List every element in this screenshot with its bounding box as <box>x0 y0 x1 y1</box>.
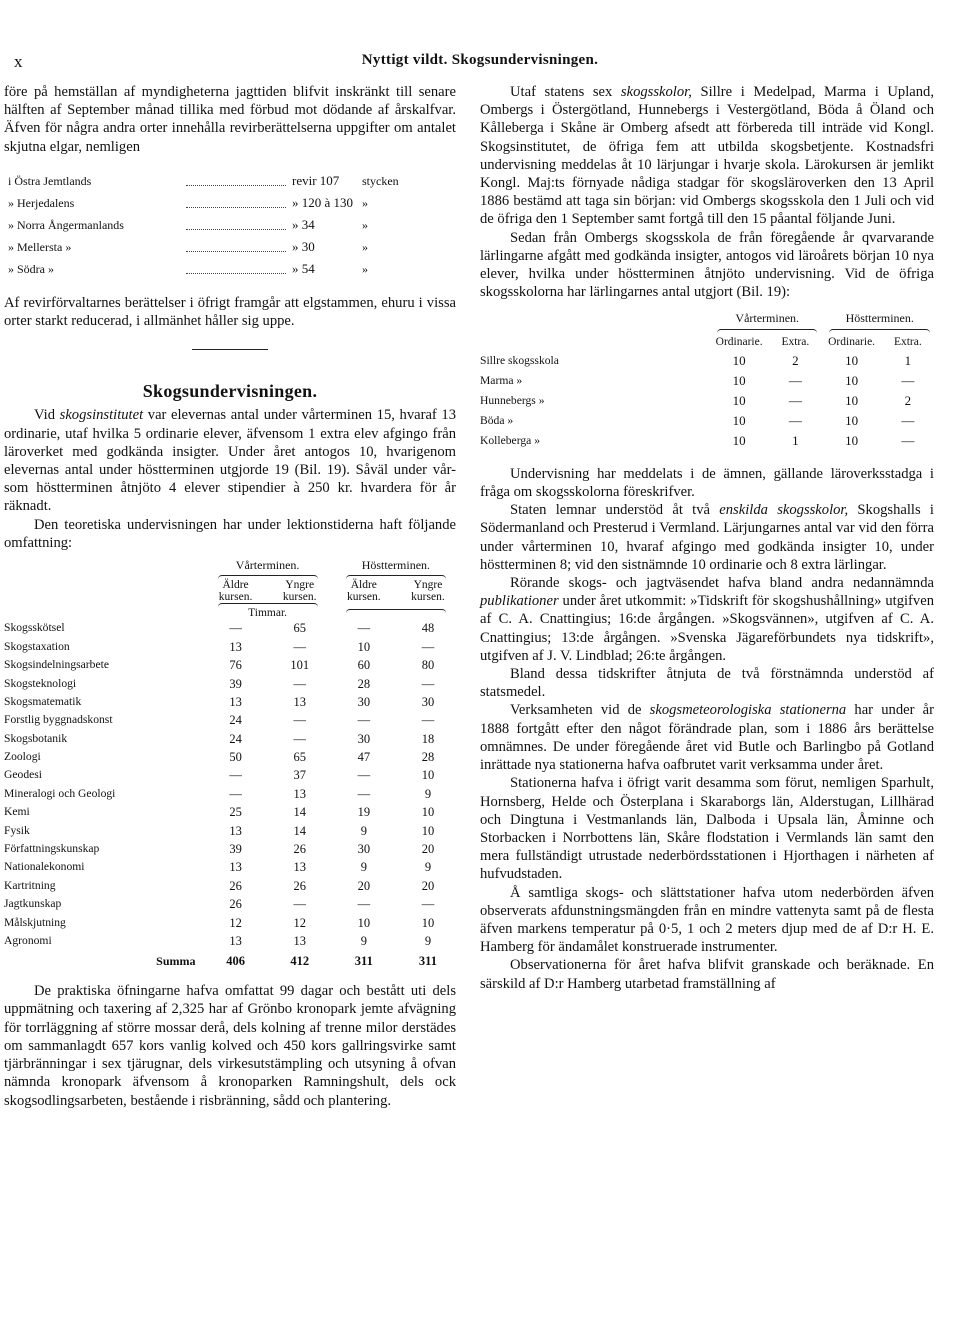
school-students-table <box>480 309 936 450</box>
hours-cell: 14 <box>293 805 306 820</box>
right-paragraph-10: Observationerna för året hafva blifvit granskade och beräknade. En särskild af D:r Hamberg utarbetad framställning af <box>480 957 934 992</box>
page-number: x <box>14 52 23 71</box>
course-name: Skogsskötsel <box>4 621 65 635</box>
school-name: Hunnebergs » <box>480 393 545 407</box>
left-paragraph-1: före på hemställan af myndigheterna jagttiden blifvit inskränkt till senare hälften af September månad tillika med förbud mot dödande af årskalfvar. Äfven för några andra orter innehålla revirberättelserna uppgifter om antalet skjutna elgar, nemligen <box>4 84 456 155</box>
table-row <box>480 391 936 411</box>
table-subheader-row <box>4 579 460 603</box>
course-name: Agronomi <box>4 933 52 947</box>
school-name: Marma » <box>480 373 523 387</box>
sub-younger: Yngre <box>413 579 443 592</box>
sum-cell: 412 <box>290 954 310 969</box>
hours-cell: 9 <box>424 933 432 948</box>
hours-cell: 30 <box>357 731 371 746</box>
count-cell: 2 <box>904 392 912 408</box>
revir-list <box>4 170 456 280</box>
revir-prefix: revir <box>292 172 317 188</box>
hours-cell: 12 <box>293 915 306 930</box>
count-cell: 10 <box>732 352 746 368</box>
course-name: Kartritning <box>4 878 56 892</box>
table-row <box>4 638 460 656</box>
revir-row <box>4 192 456 214</box>
count-cell: 10 <box>845 432 859 448</box>
sub-course: kursen. <box>347 591 381 604</box>
right-column <box>480 83 934 993</box>
course-rows <box>4 619 460 950</box>
hours-cell: 28 <box>421 750 435 765</box>
table-row <box>4 877 460 895</box>
table-row <box>4 840 460 858</box>
revir-value: 54 <box>301 260 315 276</box>
sub-older: Äldre <box>222 579 249 592</box>
revir-value: 120 à 130 <box>301 194 354 210</box>
table-header-row <box>480 309 936 332</box>
sub-younger: Yngre <box>285 579 315 592</box>
course-name: Fysik <box>4 823 30 837</box>
sum-cell: 406 <box>226 954 245 969</box>
hours-cell: 26 <box>293 878 306 893</box>
hours-cell: 47 <box>357 750 371 765</box>
count-cell: 2 <box>792 352 799 368</box>
hours-cell: 18 <box>421 731 435 746</box>
count-cell: — <box>901 372 915 388</box>
hours-cell: 9 <box>424 860 432 875</box>
hours-cell: 10 <box>421 805 435 820</box>
hours-cell: 48 <box>421 621 435 636</box>
hours-cell: 13 <box>229 933 242 948</box>
count-cell: 10 <box>845 352 859 368</box>
hours-cell: 19 <box>357 805 371 820</box>
hours-cell: 9 <box>360 823 367 838</box>
hours-cell: — <box>293 897 306 912</box>
revir-prefix: » <box>292 260 299 276</box>
hours-cell: 9 <box>360 860 367 875</box>
hours-cell: 25 <box>229 805 242 820</box>
hours-cell: 80 <box>421 658 435 673</box>
sub-course: kursen. <box>218 591 253 604</box>
table-row <box>480 351 936 371</box>
emphasis-enskilda: enskilda skogsskolor, <box>719 502 849 519</box>
count-cell: 10 <box>732 432 746 448</box>
left-paragraph-4: Den teoretiska undervisningen har under lektionstiderna haft följande omfattning: <box>4 516 456 551</box>
hours-cell: 20 <box>357 878 371 893</box>
hours-cell: — <box>293 713 306 728</box>
revir-unit: » <box>362 195 368 210</box>
hours-cell: — <box>357 897 371 912</box>
hours-cell: 60 <box>357 658 371 673</box>
left-paragraph-2: Af revirförvaltarnes berättelser i öfrigt framgår att elgstammen, ehuru i vissa orter starkt reducerad, i allmänhet håller sig uppe. <box>4 294 456 330</box>
section-divider <box>192 349 268 350</box>
course-name: Skogsindelningsarbete <box>4 658 109 672</box>
revir-name: » Norra Ångermanlands <box>8 217 124 232</box>
hours-cell: — <box>229 786 242 801</box>
sum-cell: 311 <box>354 954 373 969</box>
table-row <box>4 914 460 932</box>
revir-name: i Östra Jemtlands <box>8 173 92 188</box>
hours-cell: 39 <box>229 842 242 857</box>
leader-dots <box>186 263 286 274</box>
hours-cell: 76 <box>229 658 242 673</box>
header-autumn: Höstterminen. <box>823 309 936 332</box>
revir-name: » Södra » <box>8 261 54 276</box>
hours-cell: 10 <box>357 915 371 930</box>
leader-dots <box>186 241 286 252</box>
hours-cell: 65 <box>293 621 306 636</box>
table-row <box>4 748 460 766</box>
header-spring: Vårterminen. <box>204 556 332 579</box>
count-cell: 10 <box>845 372 859 388</box>
hours-cell: 14 <box>293 823 306 838</box>
course-name: Mineralogi och Geologi <box>4 786 116 800</box>
sub-extra: Extra. <box>781 335 810 348</box>
table-subheader-row <box>480 333 936 351</box>
left-paragraph-5: De praktiska öfningarne hafva omfattat 99 dagar och bestått uti dels uppmätning och taxering af 2,325 har af Grönbo kronopark jemte afvägning för torrläggning af större mossar derå, dels kolning af trenne milor derstädes om sammanlagdt 657 kors vanlig kolved och 450 kors gallringsvirke samt tjärbränningar i sex tjärugnar, dels virkesutstämpling och utsyning å ofvan nämnda kronopark äfvensom å kronoparken Ramningshult, dels ock skogsodlingsarbeten, bestående i risbränning, sådd och plantering. <box>4 983 456 1109</box>
hours-cell: 10 <box>421 915 435 930</box>
course-name: Zoologi <box>4 750 41 764</box>
hours-cell: — <box>357 786 371 801</box>
right-paragraph-3: Undervisning har meddelats i de ämnen, gällande läroverksstadga i fråga om skogsskolorna föreskrifver. <box>480 465 934 501</box>
table-row <box>4 785 460 803</box>
right-paragraph-2: Sedan från Ombergs skogsskola de från föregående år qvarvarande lärlingarne afgått med godkända insigter, antogos vid läroårets början 10 nya elever, hvilka under höstterminen åtnjöto undervisning. Vid de öfriga skogsskolorna har lärlingarnes antal utgjort (Bil. 19): <box>480 229 934 301</box>
table-row <box>4 711 460 729</box>
count-cell: 1 <box>792 432 799 448</box>
hours-cell: — <box>421 897 435 912</box>
left-paragraph-3: Vid skogsinstitutet var elevernas antal under vårterminen 15, hvaraf 13 ordinarie, utaf hvilka 5 ordinarie elever, äfvensom 1 extra elev afgingo från läroverket med godkända insigter. Under året antogos 10, hvarigenom elevernas antal under höstterminen utgjorde 19 (Bil. 19). Såväl under vår- som höstterminen åtnjöto 4 elever stipendier à 250 kr. hvardera för år räknadt. <box>4 407 456 515</box>
sub-course: kursen. <box>411 591 445 604</box>
hours-cell: 28 <box>357 676 371 691</box>
hours-cell: 26 <box>229 878 242 893</box>
header-autumn: Höstterminen. <box>332 556 460 579</box>
hours-cell: — <box>229 768 242 783</box>
hours-cell: 13 <box>293 694 306 709</box>
sub-ordinary: Ordinarie. <box>828 335 876 348</box>
hours-cell: 13 <box>229 694 242 709</box>
hours-cell: — <box>293 639 306 654</box>
revir-value: 30 <box>301 238 315 254</box>
hours-cell: — <box>357 621 371 636</box>
revir-prefix: » <box>292 216 299 232</box>
right-paragraph-6: Bland dessa tidskrifter åtnjuta de två förstnämnda understöd af statsmedel. <box>480 666 934 701</box>
revir-value: 107 <box>319 172 340 188</box>
hours-cell: 20 <box>421 842 435 857</box>
course-name: Skogsteknologi <box>4 676 77 690</box>
emphasis-publikationer: publikationer <box>480 593 559 610</box>
emphasis-stationerna: skogsmeteorologiska stationerna <box>649 702 847 719</box>
right-paragraph-1: Utaf statens sex skogsskolor, Sillre i Medelpad, Marma i Upland, Ombergs i Östergötland, Hunnebergs i Vestergötland, Böda å Öland och Kålleberga i Skåne är Omberg afsedt att förbereda till inträde vid Kongl. Skogsinstitutet, de öfriga fem att utbilda skogsbetjente. Kostnadsfri undervisning meddelas åt 10 lärjungar i hvarje skola. Lärokursen är jemlikt Kongl. Maj:ts förnyade nådiga stadgar för skogsläroverken den 13 April 1886 bestämd att taga sin början: vid Ombergs skogsskola den 1 Juli och vid de öfriga den 1 September samt fortgå till den 15 påantal följande Juni. <box>480 84 934 228</box>
hours-cell: 30 <box>357 694 371 709</box>
table-row <box>4 932 460 950</box>
hours-cell: 101 <box>290 658 310 673</box>
table-header-row <box>4 556 460 579</box>
sub-extra: Extra. <box>893 335 922 348</box>
hours-cell: 13 <box>293 933 306 948</box>
course-name: Skogsbotanik <box>4 731 68 745</box>
revir-row <box>4 214 456 236</box>
school-name: Kolleberga » <box>480 433 540 447</box>
course-name: Kemi <box>4 805 30 819</box>
hours-cell: — <box>357 713 371 728</box>
count-cell: — <box>788 392 802 408</box>
header-spring: Vårterminen. <box>711 309 823 332</box>
table-row <box>4 674 460 692</box>
right-paragraph-7: Verksamheten vid de skogsmeteorologiska stationerna har under år 1888 fortgått efter den något förändrade plan, som i 1886 års berättelse omnämnes. De under föregående året vid Butle och Barlingbo på Gotland inrättade nya stationerna hafva oafbrutet varit verksamma under året. <box>480 702 934 774</box>
course-name: Författningskunskap <box>4 842 100 856</box>
hours-cell: 13 <box>229 860 242 875</box>
sub-older: Äldre <box>350 579 377 592</box>
revir-unit: stycken <box>362 173 399 188</box>
hours-cell: 37 <box>293 768 306 783</box>
course-name: Forstlig byggnadskonst <box>4 713 113 727</box>
running-header: Nyttigt vildt. Skogsundervisningen. <box>361 52 599 68</box>
hours-cell: — <box>357 768 371 783</box>
school-name: Böda » <box>480 413 514 427</box>
revir-unit: » <box>362 261 368 276</box>
count-cell: — <box>901 432 915 448</box>
hours-cell: 30 <box>357 842 371 857</box>
leader-dots <box>186 175 286 186</box>
revir-name: » Mellersta » <box>8 239 72 254</box>
hours-cell: 13 <box>293 860 306 875</box>
emphasis-skogsinstitutet: skogsinstitutet <box>59 407 144 424</box>
hours-cell: 26 <box>293 842 306 857</box>
revir-prefix: » <box>292 194 299 210</box>
hours-cell: 9 <box>360 933 367 948</box>
course-name: Geodesi <box>4 768 42 782</box>
revir-row <box>4 236 456 258</box>
section-title: Skogsundervisningen. <box>142 381 318 402</box>
right-paragraph-8: Stationerna hafva i öfrigt varit desamma som förut, nemligen Sparhult, Hornsberg, Helde och Österplana i Skaraborgs län, Alderstugan, Lillhärad och Dingtuna i Vestmanlands län, Dalboda i Upsala län, Åminne och Storbacken i Norrbottens län, Skåre flodstation i Vermlands län samt den mera fullständigt utrustade nederbördsstationen i Hjorthagen i närheten af hufvudstaden. <box>480 775 934 883</box>
revir-prefix: » <box>292 238 299 254</box>
sub-ordinary: Ordinarie. <box>715 335 763 348</box>
table-row <box>4 822 460 840</box>
count-cell: 1 <box>904 352 912 368</box>
hours-cell: 13 <box>229 639 242 654</box>
table-row <box>4 895 460 913</box>
revir-value: 34 <box>301 216 315 232</box>
count-cell: — <box>901 412 915 428</box>
revir-row <box>4 258 456 280</box>
right-paragraph-9: Å samtliga skogs- och slättstationer hafva utom nederbörden äfven observerats afdunstningsmängden från en mindre vattenyta samt på de flesta äfven markens temperatur på 0·5, 1 och 2 meters djup med de af D:r H. E. Hamberg för ändamålet konstruerade instrumenter. <box>480 884 934 956</box>
leader-dots <box>186 197 286 208</box>
course-name: Skogsmatematik <box>4 694 82 708</box>
school-rows <box>480 351 936 451</box>
right-paragraph-4: Staten lemnar understöd åt två enskilda skogsskolor, Skogshalls i Södermanland och Presterud i Vermland. Lärjungarnes antal var vid den förra under vårterminen 10, hvaraf afgingo med godkända insigter 10, under höstterminen 8; vid den sistnämnde 10 ordinarie och 8 extra lärlingar. <box>480 502 934 573</box>
hours-cell: 24 <box>229 713 242 728</box>
sub-hours: Timmar. <box>248 607 288 620</box>
leader-dots <box>186 219 286 230</box>
course-hours-table <box>4 556 460 972</box>
hours-cell: — <box>293 676 306 691</box>
table-row <box>4 730 460 748</box>
hours-cell: 13 <box>293 786 306 801</box>
table-row <box>480 411 936 431</box>
hours-cell: 12 <box>229 915 242 930</box>
sum-cell: 311 <box>418 954 437 969</box>
hours-cell: 10 <box>421 823 435 838</box>
course-name: Målskjutning <box>4 915 66 929</box>
hours-cell: — <box>293 731 306 746</box>
hours-cell: 39 <box>229 676 242 691</box>
school-name: Sillre skogsskola <box>480 353 559 367</box>
hours-cell: — <box>229 621 242 636</box>
table-hours-row <box>4 603 460 619</box>
table-row <box>480 371 936 391</box>
count-cell: 10 <box>845 392 859 408</box>
table-row <box>4 766 460 784</box>
left-column <box>4 83 456 1110</box>
table-row <box>4 693 460 711</box>
hours-cell: 10 <box>421 768 435 783</box>
count-cell: 10 <box>845 412 859 428</box>
count-cell: 10 <box>732 412 746 428</box>
hours-cell: — <box>421 713 435 728</box>
table-row <box>4 803 460 821</box>
revir-unit: » <box>362 217 368 232</box>
sum-label: Summa <box>156 954 196 969</box>
hours-cell: 9 <box>424 786 432 801</box>
revir-row <box>4 170 456 192</box>
course-name: Jagtkunskap <box>4 897 62 911</box>
count-cell: — <box>788 412 802 428</box>
table-row <box>4 656 460 674</box>
revir-name: » Herjedalens <box>8 195 75 210</box>
count-cell: 10 <box>732 392 746 408</box>
table-row <box>4 619 460 637</box>
hours-cell: — <box>421 639 435 654</box>
right-paragraph-5: Rörande skogs- och jagtväsendet hafva bland andra nedannämnda publikationer under året utkommit: »Tidskrift för skogshushållning» utgifven af C. A. Cnattingius; 16:de årgången. »Skogsvännen», utgifven af C. A. Cnattingius; 13:de årgången. »Svenska Jägareförbundets nya tidskrift», utgifven af J. V. Lindblad; 26:te årgången. <box>480 575 934 664</box>
table-row <box>4 858 460 876</box>
count-cell: 10 <box>732 372 746 388</box>
revir-unit: » <box>362 239 368 254</box>
hours-cell: 26 <box>229 897 242 912</box>
hours-cell: 10 <box>357 639 371 654</box>
hours-cell: 13 <box>229 823 242 838</box>
course-name: Nationalekonomi <box>4 860 85 874</box>
hours-cell: 30 <box>421 694 435 709</box>
emphasis-skogsskolor: skogsskolor, <box>620 84 692 100</box>
course-name: Skogstaxation <box>4 639 70 653</box>
hours-cell: 20 <box>421 878 435 893</box>
table-row <box>480 431 936 451</box>
sub-course: kursen. <box>282 591 317 604</box>
hours-cell: 50 <box>229 750 242 765</box>
count-cell: — <box>788 372 802 388</box>
hours-cell: 65 <box>293 750 306 765</box>
sum-row <box>4 950 460 972</box>
hours-cell: — <box>421 676 435 691</box>
hours-cell: 24 <box>229 731 242 746</box>
